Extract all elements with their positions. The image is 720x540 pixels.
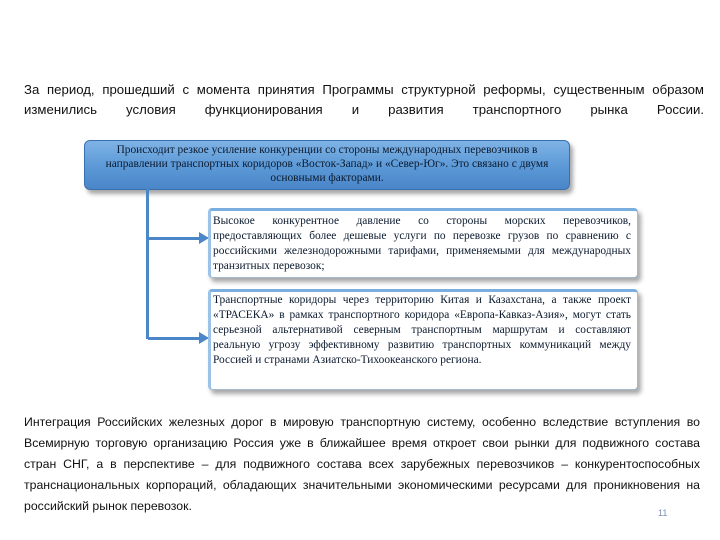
conclusion-paragraph: Интеграция Российских железных дорог в мировую транспортную систему, особенно вследствие вступления во Всемирную торговую организацию Россия уже в ближайшее время откроет свои рынки для подвижного состава стран СНГ, а в перспективе – для подвижного состава всех зарубежных перевозчиков – конкурентоспособных транснациональных корпораций, обладающих значительными экономическими ресурсами для проникновения на российский рынок перевозок. [24, 415, 700, 513]
page-number: 11 [658, 508, 668, 518]
main-box-text: Происходит резкое усиление конкуренции со стороны международных перевозчиков в направлении транспортных коридоров «Восток-Запад» и «Север-Юг». Это связано с двумя основными факторами. [105, 144, 549, 184]
connector-line [146, 189, 149, 339]
intro-paragraph: За период, прошедший с момента принятия Программы структурной реформы, существенным образом изменились условия функционирования и развития транспортного рынка России. [24, 82, 704, 117]
arrow-to-factor-1 [148, 237, 200, 240]
factor-2-text: Транспортные коридоры через территорию Китая и Казахстана, а также проект «ТРАСЕКА» в рамках транспортного коридора «Европа-Кавказ-Азия», могут стать серьезной альтернативой северным транспортным маршрутам и составляют реальную угрозу эффективному развитию транспортных коммуникаций между Россией и странами Азиатско-Тихоокеанского региона. [213, 294, 631, 366]
factor-1-text: Высокое конкурентное давление со стороны морских перевозчиков, предоставляющих более дешевые услуги по перевозке грузов по сравнению с российскими железнодорожными тарифами, применяемыми для международных транзитных перевозок; [213, 215, 631, 272]
arrow-to-factor-2 [148, 337, 200, 340]
